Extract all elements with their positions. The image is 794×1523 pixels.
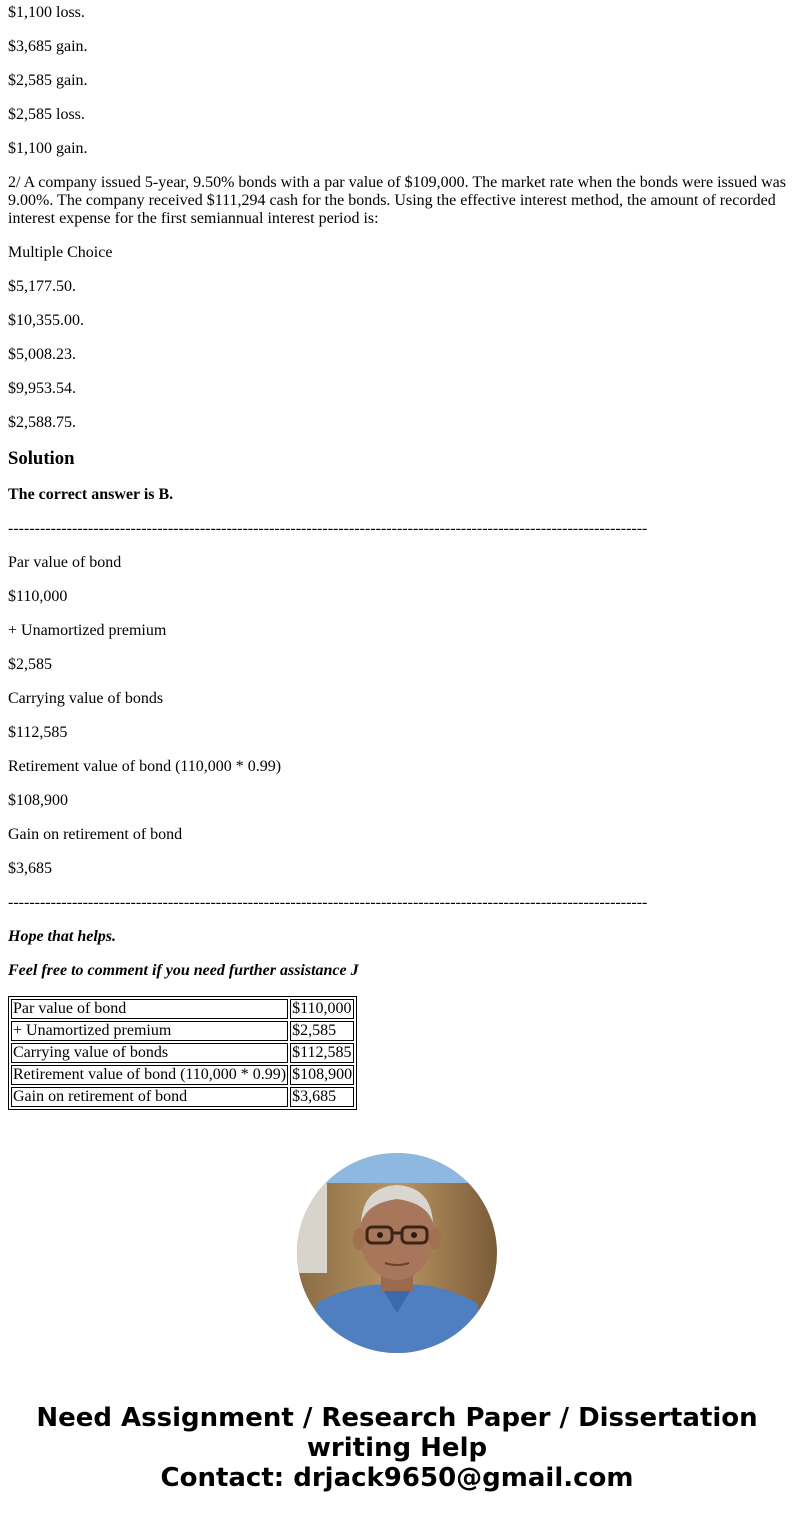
table-cell-label: Retirement value of bond (110,000 * 0.99): [13, 1066, 287, 1083]
table-row: [11, 999, 354, 1019]
table-row: [11, 1065, 354, 1085]
q1-option-d: $2,585 loss.: [8, 106, 85, 123]
solution-line: + Unamortized premium: [8, 622, 167, 639]
author-avatar: [297, 1153, 497, 1353]
correct-answer: The correct answer is B.: [8, 486, 174, 503]
solution-line: Par value of bond: [8, 554, 122, 571]
q2-option-e: $2,588.75.: [8, 414, 76, 431]
table-cell-label: + Unamortized premium: [11, 1021, 288, 1041]
q1-option-b: $3,685 gain.: [8, 38, 88, 55]
table-cell-label: Par value of bond: [11, 999, 288, 1019]
person-photo-icon: [297, 1153, 497, 1353]
banner-contact-email: Contact: drjack9650@gmail.com: [160, 1463, 634, 1493]
table-row: [11, 1043, 354, 1063]
q1-option-e: $1,100 gain.: [8, 140, 88, 157]
table-row: [11, 1021, 354, 1041]
solution-table: [8, 996, 357, 1110]
solution-heading: Solution: [8, 448, 75, 469]
divider-bottom: ------------------------------------------------------------------------------------------------------------------------: [8, 894, 648, 911]
solution-line: Gain on retirement of bond: [8, 826, 183, 843]
table-cell-label: Carrying value of bonds: [11, 1043, 288, 1063]
q2-option-c: $5,008.23.: [8, 346, 76, 363]
solution-line: $108,900: [8, 792, 68, 809]
solution-line: $3,685: [8, 860, 52, 877]
q1-option-c: $2,585 gain.: [8, 72, 88, 89]
contact-banner: [0, 1403, 794, 1493]
question-2-type-label: Multiple Choice: [8, 244, 113, 261]
solution-line: $112,585: [8, 724, 68, 741]
table-cell-value: $110,000: [290, 999, 354, 1019]
table-row: [11, 1087, 354, 1107]
q2-option-d: $9,953.54.: [8, 380, 76, 397]
solution-line: $2,585: [8, 656, 52, 673]
closing-hope: Hope that helps.: [8, 928, 117, 945]
solution-line: $110,000: [8, 588, 68, 605]
solution-line: Retirement value of bond (110,000 * 0.99): [8, 758, 282, 775]
banner-line-1: Need Assignment / Research Paper / Dissertation: [36, 1403, 758, 1433]
solution-line: Carrying value of bonds: [8, 690, 164, 707]
table-cell-value: $3,685: [290, 1087, 354, 1107]
q1-option-a: $1,100 loss.: [8, 4, 85, 21]
table-cell-value: $108,900: [292, 1066, 353, 1083]
table-cell-label: Gain on retirement of bond: [11, 1087, 288, 1107]
table-cell-value: $112,585: [290, 1043, 354, 1063]
q2-option-b: $10,355.00.: [8, 312, 84, 329]
q2-option-a: $5,177.50.: [8, 278, 76, 295]
divider-top: ------------------------------------------------------------------------------------------------------------------------: [8, 520, 648, 537]
table-cell-value: $2,585: [290, 1021, 354, 1041]
closing-comment: Feel free to comment if you need further assistance J: [8, 962, 359, 979]
question-2-text: 2/ A company issued 5-year, 9.50% bonds with a par value of $109,000. The market rate when the bonds were issued was 9.00%. The company received $111,294 cash for the bonds. Using the effective interest method, the amount of recorded interest expense for the first semiannual interest period is:: [8, 174, 786, 227]
banner-line-2: writing Help: [306, 1433, 488, 1463]
